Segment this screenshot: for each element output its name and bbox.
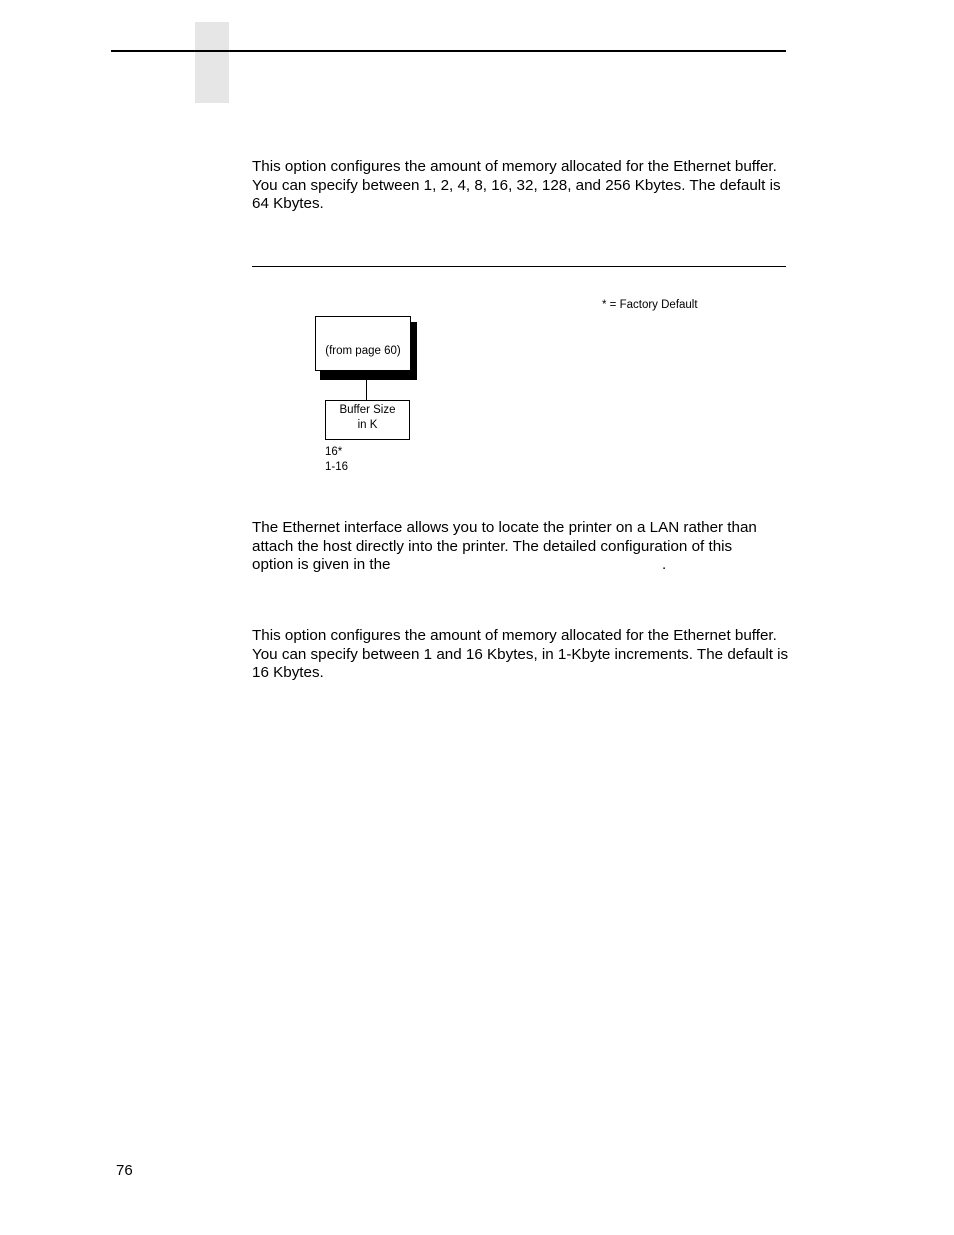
default-value: 16* [325, 446, 343, 458]
parent-menu-box [315, 316, 411, 371]
buffer-size-box-label-line2: in K [357, 418, 378, 431]
menu-flow-diagram [300, 300, 440, 490]
section-divider [252, 266, 786, 267]
ethernet-line-3: option is given in the [252, 556, 391, 574]
buffer-size-box-label-line1: Buffer Size [339, 404, 396, 416]
page-number: 76 [116, 1162, 133, 1179]
value-range: 1-16 [325, 461, 349, 473]
parent-menu-label: (from page 60) [325, 345, 401, 357]
chapter-tab-marker [195, 22, 229, 103]
ethernet-buffer-size-description: This option configures the amount of memory allocated for the Ethernet buffer. You can specify between 1 and 16 Kbytes, in 1-Kbyte increments. The default is 16 Kbytes. [252, 627, 789, 682]
header-rule [111, 50, 786, 52]
diagram-connector-line [366, 379, 367, 401]
ethernet-line-2: attach the host directly into the printer. The detailed configuration of this [252, 537, 733, 555]
buffer-size-box [325, 400, 410, 440]
factory-default-legend: * = Factory Default [602, 299, 698, 311]
ethernet-line-3-row [252, 556, 812, 575]
ethernet-line-1: The Ethernet interface allows you to locate the printer on a LAN rather than [252, 519, 757, 536]
ethernet-interface-description [252, 519, 812, 575]
ethernet-line-3-period: . [662, 556, 667, 574]
buffer-size-description: This option configures the amount of memory allocated for the Ethernet buffer. You can specify between 1, 2, 4, 8, 16, 32, 128, and 256 Kbytes. The default is 64 Kbytes. [252, 158, 781, 213]
